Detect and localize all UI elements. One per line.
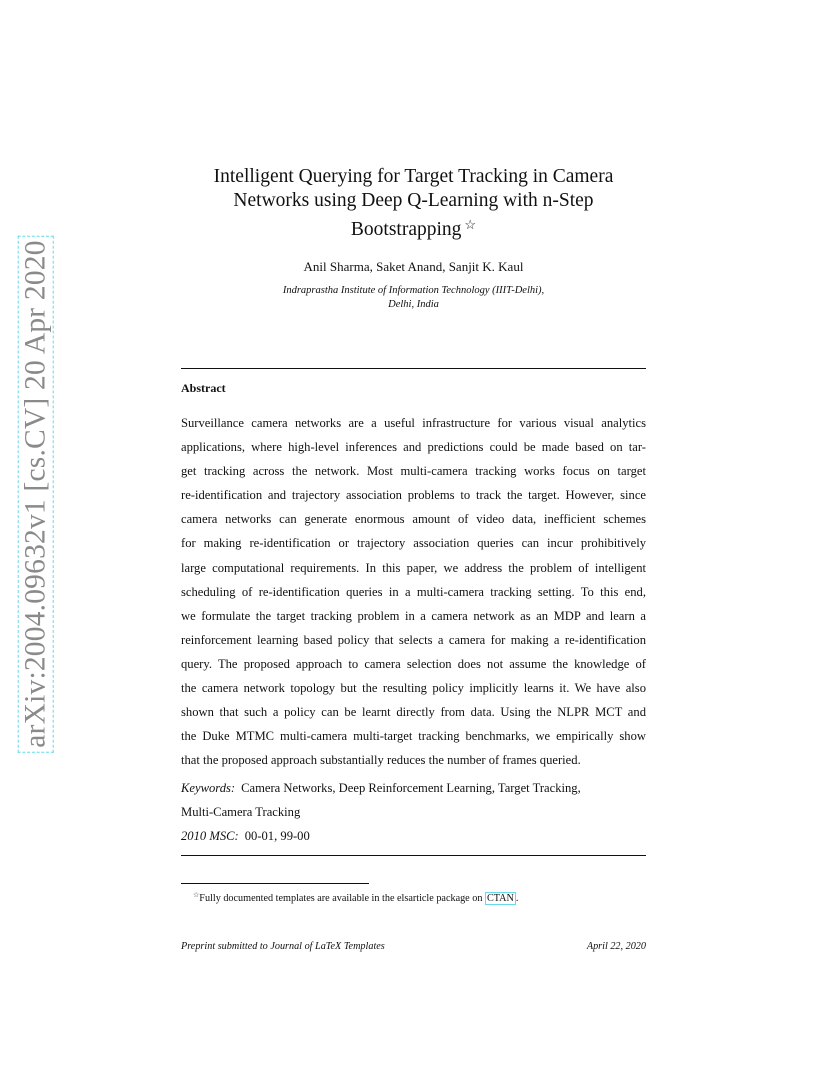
abstract-line: query. The proposed approach to camera selection does not assume the knowledge of bbox=[181, 656, 646, 671]
affiliation bbox=[181, 284, 646, 312]
abstract-line: for making re-identification or trajectory association queries can incur prohibitively bbox=[181, 536, 646, 551]
abstract-line: applications, where high-level inferences and predictions could be made based on tar- bbox=[181, 440, 646, 455]
title-footnote-star-icon[interactable]: ☆ bbox=[464, 217, 477, 232]
abstract-body bbox=[181, 411, 646, 772]
abstract-line: reinforcement learning based policy that selects a camera for making a re-identification bbox=[181, 632, 646, 647]
footnote-rule bbox=[181, 883, 369, 884]
affiliation-line-1: Indraprastha Institute of Information Technology (IIIT-Delhi), bbox=[282, 285, 545, 296]
affiliation-line-2: Delhi, India bbox=[388, 299, 439, 310]
keywords-block bbox=[181, 776, 646, 848]
msc-value: 00-01, 99-00 bbox=[244, 829, 310, 844]
title-line-1: Intelligent Querying for Target Tracking in Camera bbox=[213, 166, 614, 187]
abstract-top-rule bbox=[181, 368, 646, 369]
footnote-star-icon: ☆ bbox=[193, 891, 200, 899]
abstract-line: re-identification and trajectory association problems to track the target. However, since bbox=[181, 488, 646, 503]
abstract-line: the Duke MTMC multi-camera multi-target tracking benchmarks, we empirically show bbox=[181, 729, 646, 744]
abstract-line: camera networks can generate enormous amount of video data, inefficient schemes bbox=[181, 512, 646, 527]
title-line-2: Networks using Deep Q-Learning with n-Step bbox=[233, 190, 594, 211]
keywords-label: Keywords: bbox=[181, 781, 236, 795]
abstract-line: large computational requirements. In this paper, we address the problem of intelligent bbox=[181, 560, 646, 575]
keywords-line-2: Multi-Camera Tracking bbox=[181, 805, 301, 820]
abstract-line: we formulate the target tracking problem in a camera network as an MDP and learn a bbox=[181, 608, 646, 623]
paper-title bbox=[181, 165, 646, 242]
msc-label: 2010 MSC: bbox=[181, 829, 239, 844]
abstract-bottom-rule bbox=[181, 855, 646, 856]
authors: Anil Sharma, Saket Anand, Sanjit K. Kaul bbox=[303, 259, 524, 274]
abstract-line: that the proposed approach substantially reduces the number of frames queried. bbox=[181, 753, 581, 768]
abstract-line: the camera network topology but the resulting policy implicitly learns it. We have also bbox=[181, 681, 646, 696]
footnote-end: . bbox=[515, 893, 519, 904]
arxiv-identifier[interactable]: arXiv:2004.09632v1 [cs.CV] 20 Apr 2020 bbox=[18, 235, 54, 752]
preprint-date: April 22, 2020 bbox=[586, 941, 646, 952]
preprint-note: Preprint submitted to Journal of LaTeX Templates bbox=[181, 941, 385, 952]
ctan-link[interactable]: CTAN bbox=[486, 893, 514, 904]
msc-line bbox=[181, 824, 646, 848]
footnote-text: Fully documented templates are available in the elsarticle package on bbox=[199, 893, 485, 904]
arxiv-sidebar-stamp bbox=[14, 240, 58, 748]
title-line-3-text: Bootstrapping bbox=[350, 219, 462, 240]
abstract-line: get tracking across the network. Most multi-camera tracking works focus on target bbox=[181, 464, 646, 479]
title-line-3 bbox=[181, 213, 646, 242]
footnote bbox=[193, 889, 518, 905]
abstract-line: Surveillance camera networks are a useful infrastructure for various visual analytics bbox=[181, 416, 646, 430]
keywords-text-1: Camera Networks, Deep Reinforcement Learning, Target Tracking, bbox=[241, 781, 581, 795]
abstract-heading: Abstract bbox=[181, 381, 226, 395]
abstract-line: shown that such a policy can be learnt directly from data. Using the NLPR MCT and bbox=[181, 705, 646, 720]
abstract-line: scheduling of re-identification queries in a multi-camera tracking setting. To this end, bbox=[181, 584, 646, 599]
keywords-line-1 bbox=[181, 776, 646, 800]
